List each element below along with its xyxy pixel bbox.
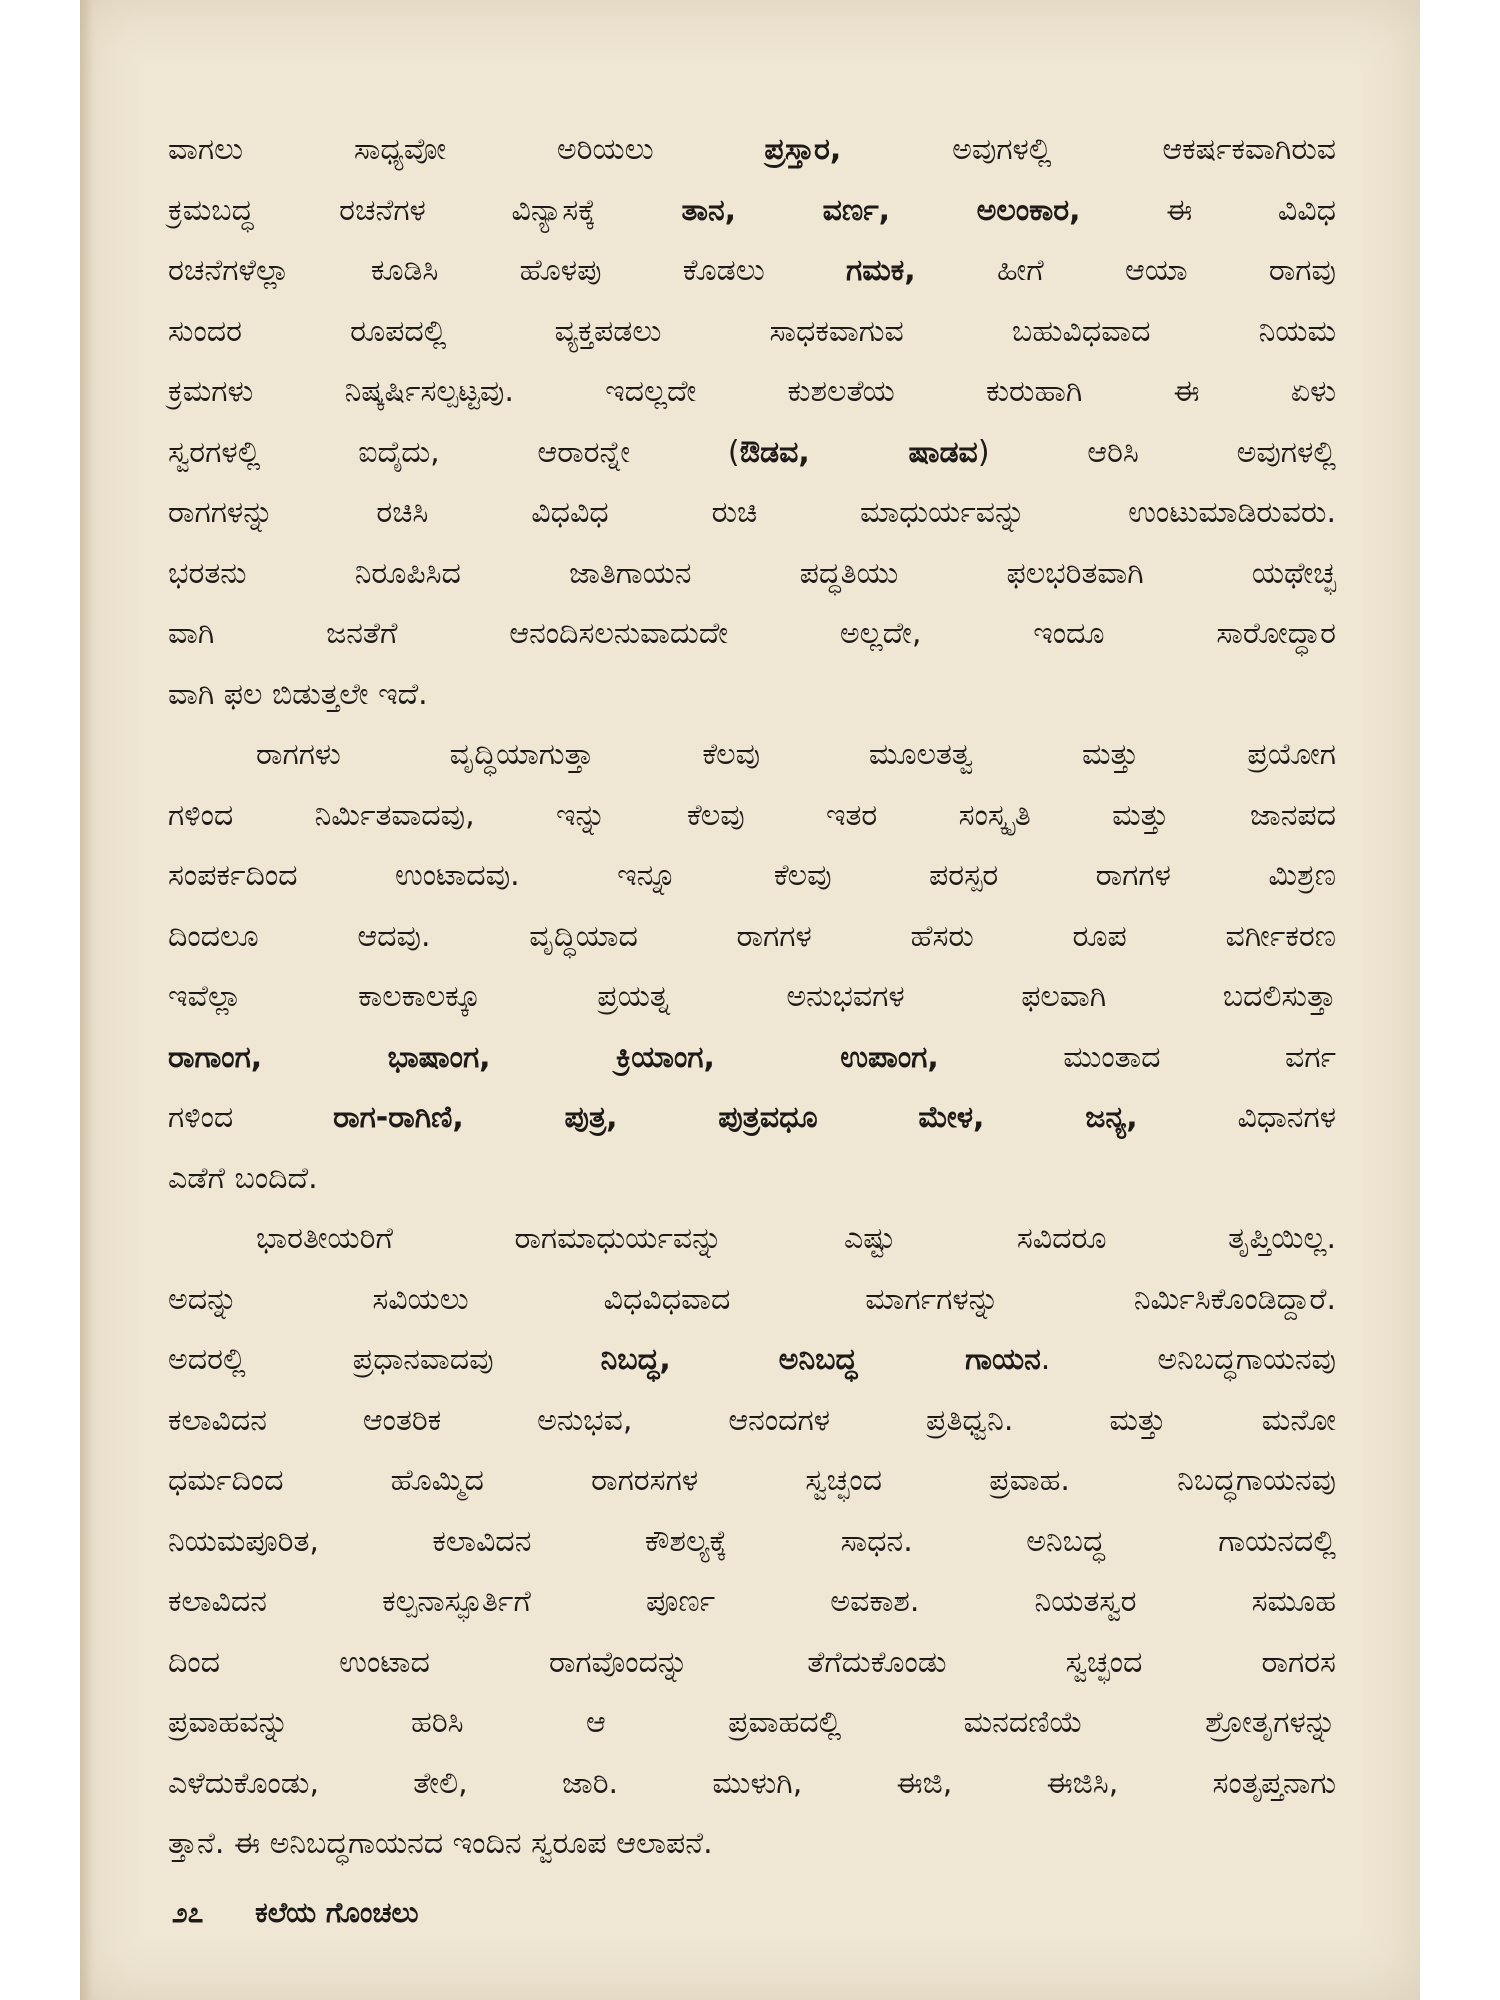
- paragraph-1: [168, 120, 1336, 725]
- text-line: ಎಳೆದುಕೊಂಡು, ತೇಲಿ, ಜಾರಿ. ಮುಳುಗಿ, ಈಜಿ, ಈಜಿಸಿ, ಸಂತೃಪ್ತನಾಗು: [168, 1765, 1336, 1801]
- text-line: ಧರ್ಮದಿಂದ ಹೊಮ್ಮಿದ ರಾಗರಸಗಳ ಸ್ವಚ್ಛಂದ ಪ್ರವಾಹ. ನಿಬದ್ಧಗಾಯನವು: [168, 1463, 1336, 1498]
- text-line: ರಾಗಗಳು ವೃದ್ಧಿಯಾಗುತ್ತಾ ಕೆಲವು ಮೂಲತತ್ವ ಮತ್ತು ಪ್ರಯೋಗ: [256, 737, 1336, 772]
- book-page: [80, 0, 1420, 2000]
- body-text: [168, 120, 1336, 1875]
- text-line: ಕಲಾವಿದನ ಕಲ್ಪನಾಸ್ಫೂರ್ತಿಗೆ ಪೂರ್ಣ ಅವಕಾಶ. ನಿಯತಸ್ವರ ಸಮೂಹ: [168, 1584, 1336, 1619]
- text-line: ವಾಗಿ ಜನತೆಗೆ ಆನಂದಿಸಲನುವಾದುದೇ ಅಲ್ಲದೇ, ಇಂದೂ ಸಾರೋದ್ಧಾರ: [168, 616, 1336, 651]
- text-line: ರಾಗಗಳನ್ನು ರಚಿಸಿ ವಿಧವಿಧ ರುಚಿ ಮಾಧುರ್ಯವನ್ನು ಉಂಟುಮಾಡಿರುವರು.: [168, 495, 1336, 530]
- paragraph-2: [168, 725, 1336, 1209]
- bold-term: ರಾಗಾಂಗ, ಭಾಷಾಂಗ, ಕ್ರಿಯಾಂಗ, ಉಪಾಂಗ,: [168, 1039, 939, 1075]
- text-line: ರಚನೆಗಳೆಲ್ಲಾ ಕೂಡಿಸಿ ಹೊಳಪು ಕೊಡಲು ಗಮಕ, ಹೀಗೆ ಆಯಾ ರಾಗವು: [168, 253, 1336, 288]
- bold-term: ಗಮಕ,: [846, 253, 916, 288]
- text-line: ಗಳಿಂದ ನಿರ್ಮಿತವಾದವು, ಇನ್ನು ಕೆಲವು ಇತರ ಸಂಸ್ಕೃತಿ ಮತ್ತು ಜಾನಪದ: [168, 797, 1336, 833]
- text-line: ಗಳಿಂದ ರಾಗ-ರಾಗಿಣಿ, ಪುತ್ರ, ಪುತ್ರವಧೂ ಮೇಳ, ಜನ್ಯ, ವಿಧಾನಗಳ: [168, 1100, 1336, 1135]
- book-title: ಕಲೆಯ ಗೊಂಚಲು: [255, 1896, 419, 1929]
- text-line: ಸ್ವರಗಳಲ್ಲಿ ಐದೈದು, ಆರಾರನ್ನೇ (ಔಡವ, ಷಾಡವ) ಆರಿಸಿ ಅವುಗಳಲ್ಲಿ: [168, 434, 1337, 470]
- text-line: ವಾಗಲು ಸಾಧ್ಯವೋ ಅರಿಯಲು ಪ್ರಸ್ತಾರ, ಅವುಗಳಲ್ಲಿ ಆಕರ್ಷಕವಾಗಿರುವ: [168, 132, 1336, 167]
- text-line: ಸಂಪರ್ಕದಿಂದ ಉಂಟಾದವು. ಇನ್ನೂ ಕೆಲವು ಪರಸ್ಪರ ರಾಗಗಳ ಮಿಶ್ರಣ: [168, 858, 1336, 893]
- text-line: ಭರತನು ನಿರೂಪಿಸಿದ ಜಾತಿಗಾಯನ ಪದ್ಧತಿಯು ಫಲಭರಿತವಾಗಿ ಯಥೇಚ್ಛ: [168, 555, 1336, 591]
- text-line: ಅದರಲ್ಲಿ ಪ್ರಧಾನವಾದವು ನಿಬದ್ಧ, ಅನಿಬದ್ಧ ಗಾಯನ. ಅನಿಬದ್ಧಗಾಯನವು: [168, 1342, 1336, 1377]
- text-line: ಎಡೆಗೆ ಬಂದಿದೆ.: [168, 1160, 318, 1196]
- paragraph-3: [168, 1209, 1336, 1875]
- page-number: ೨೭: [172, 1896, 204, 1929]
- bold-term: ಔಡವ, ಷಾಡವ: [739, 434, 978, 470]
- bold-term: ತಾನ, ವರ್ಣ, ಅಲಂಕಾರ,: [681, 192, 1081, 228]
- text-line: ಅದನ್ನು ಸವಿಯಲು ವಿಧವಿಧವಾದ ಮಾರ್ಗಗಳನ್ನು ನಿರ್ಮಿಸಿಕೊಂಡಿದ್ದಾರೆ.: [168, 1281, 1336, 1317]
- bold-term: ರಾಗ-ರಾಗಿಣಿ, ಪುತ್ರ, ಪುತ್ರವಧೂ ಮೇಳ, ಜನ್ಯ,: [333, 1100, 1138, 1135]
- text-line: ವಾಗಿ ಫಲ ಬಿಡುತ್ತಲೇ ಇದೆ.: [168, 676, 428, 712]
- text-line: ನಿಯಮಪೂರಿತ, ಕಲಾವಿದನ ಕೌಶಲ್ಯಕ್ಕೆ ಸಾಧನ. ಅನಿಬದ್ಧ ಗಾಯನದಲ್ಲಿ: [168, 1523, 1336, 1559]
- text-line: ಕ್ರಮಗಳು ನಿಷ್ಕರ್ಷಿಸಲ್ಪಟ್ಟವು. ಇದಲ್ಲದೇ ಕುಶಲತೆಯ ಕುರುಹಾಗಿ ಈ ಏಳು: [168, 374, 1336, 409]
- text-line: ಭಾರತೀಯರಿಗೆ ರಾಗಮಾಧುರ್ಯವನ್ನು ಎಷ್ಟು ಸವಿದರೂ ತೃಪ್ತಿಯಿಲ್ಲ.: [256, 1221, 1336, 1256]
- text-line: ಪ್ರವಾಹವನ್ನು ಹರಿಸಿ ಆ ಪ್ರವಾಹದಲ್ಲಿ ಮನದಣಿಯೆ ಶ್ರೋತೃಗಳನ್ನು: [168, 1705, 1336, 1740]
- text-line: ದಿಂದ ಉಂಟಾದ ರಾಗವೊಂದನ್ನು ತೆಗೆದುಕೊಂಡು ಸ್ವಚ್ಛಂದ ರಾಗರಸ: [168, 1644, 1336, 1680]
- text-line: ಕ್ರಮಬದ್ಧ ರಚನೆಗಳ ವಿನ್ಯಾಸಕ್ಕೆ ತಾನ, ವರ್ಣ, ಅಲಂಕಾರ, ಈ ವಿವಿಧ: [168, 192, 1336, 228]
- text-line: ತ್ತಾನೆ. ಈ ಅನಿಬದ್ಧಗಾಯನದ ಇಂದಿನ ಸ್ವರೂಪ ಆಲಾಪನೆ.: [168, 1826, 713, 1861]
- text-line: ಕಲಾವಿದನ ಆಂತರಿಕ ಅನುಭವ, ಆನಂದಗಳ ಪ್ರತಿಧ್ವನಿ. ಮತ್ತು ಮನೋ: [168, 1402, 1336, 1438]
- text-line: ಸುಂದರ ರೂಪದಲ್ಲಿ ವ್ಯಕ್ತಪಡಲು ಸಾಧಕವಾಗುವ ಬಹುವಿಧವಾದ ನಿಯಮ: [168, 313, 1336, 349]
- bold-term: ಪ್ರಸ್ತಾರ,: [764, 132, 842, 167]
- page-footer: [172, 1896, 419, 1930]
- text-line: ರಾಗಾಂಗ, ಭಾಷಾಂಗ, ಕ್ರಿಯಾಂಗ, ಉಪಾಂಗ, ಮುಂತಾದ ವರ್ಗ: [168, 1039, 1336, 1075]
- text-line: ದಿಂದಲೂ ಆದವು. ವೃದ್ಧಿಯಾದ ರಾಗಗಳ ಹೆಸರು ರೂಪ ವರ್ಗೀಕರಣ: [168, 918, 1336, 954]
- bold-term: ನಿಬದ್ಧ, ಅನಿಬದ್ಧ ಗಾಯನ: [600, 1342, 1041, 1377]
- text-line: ಇವೆಲ್ಲಾ ಕಾಲಕಾಲಕ್ಕೂ ಪ್ರಯತ್ನ ಅನುಭವಗಳ ಫಲವಾಗಿ ಬದಲಿಸುತ್ತಾ: [168, 979, 1336, 1014]
